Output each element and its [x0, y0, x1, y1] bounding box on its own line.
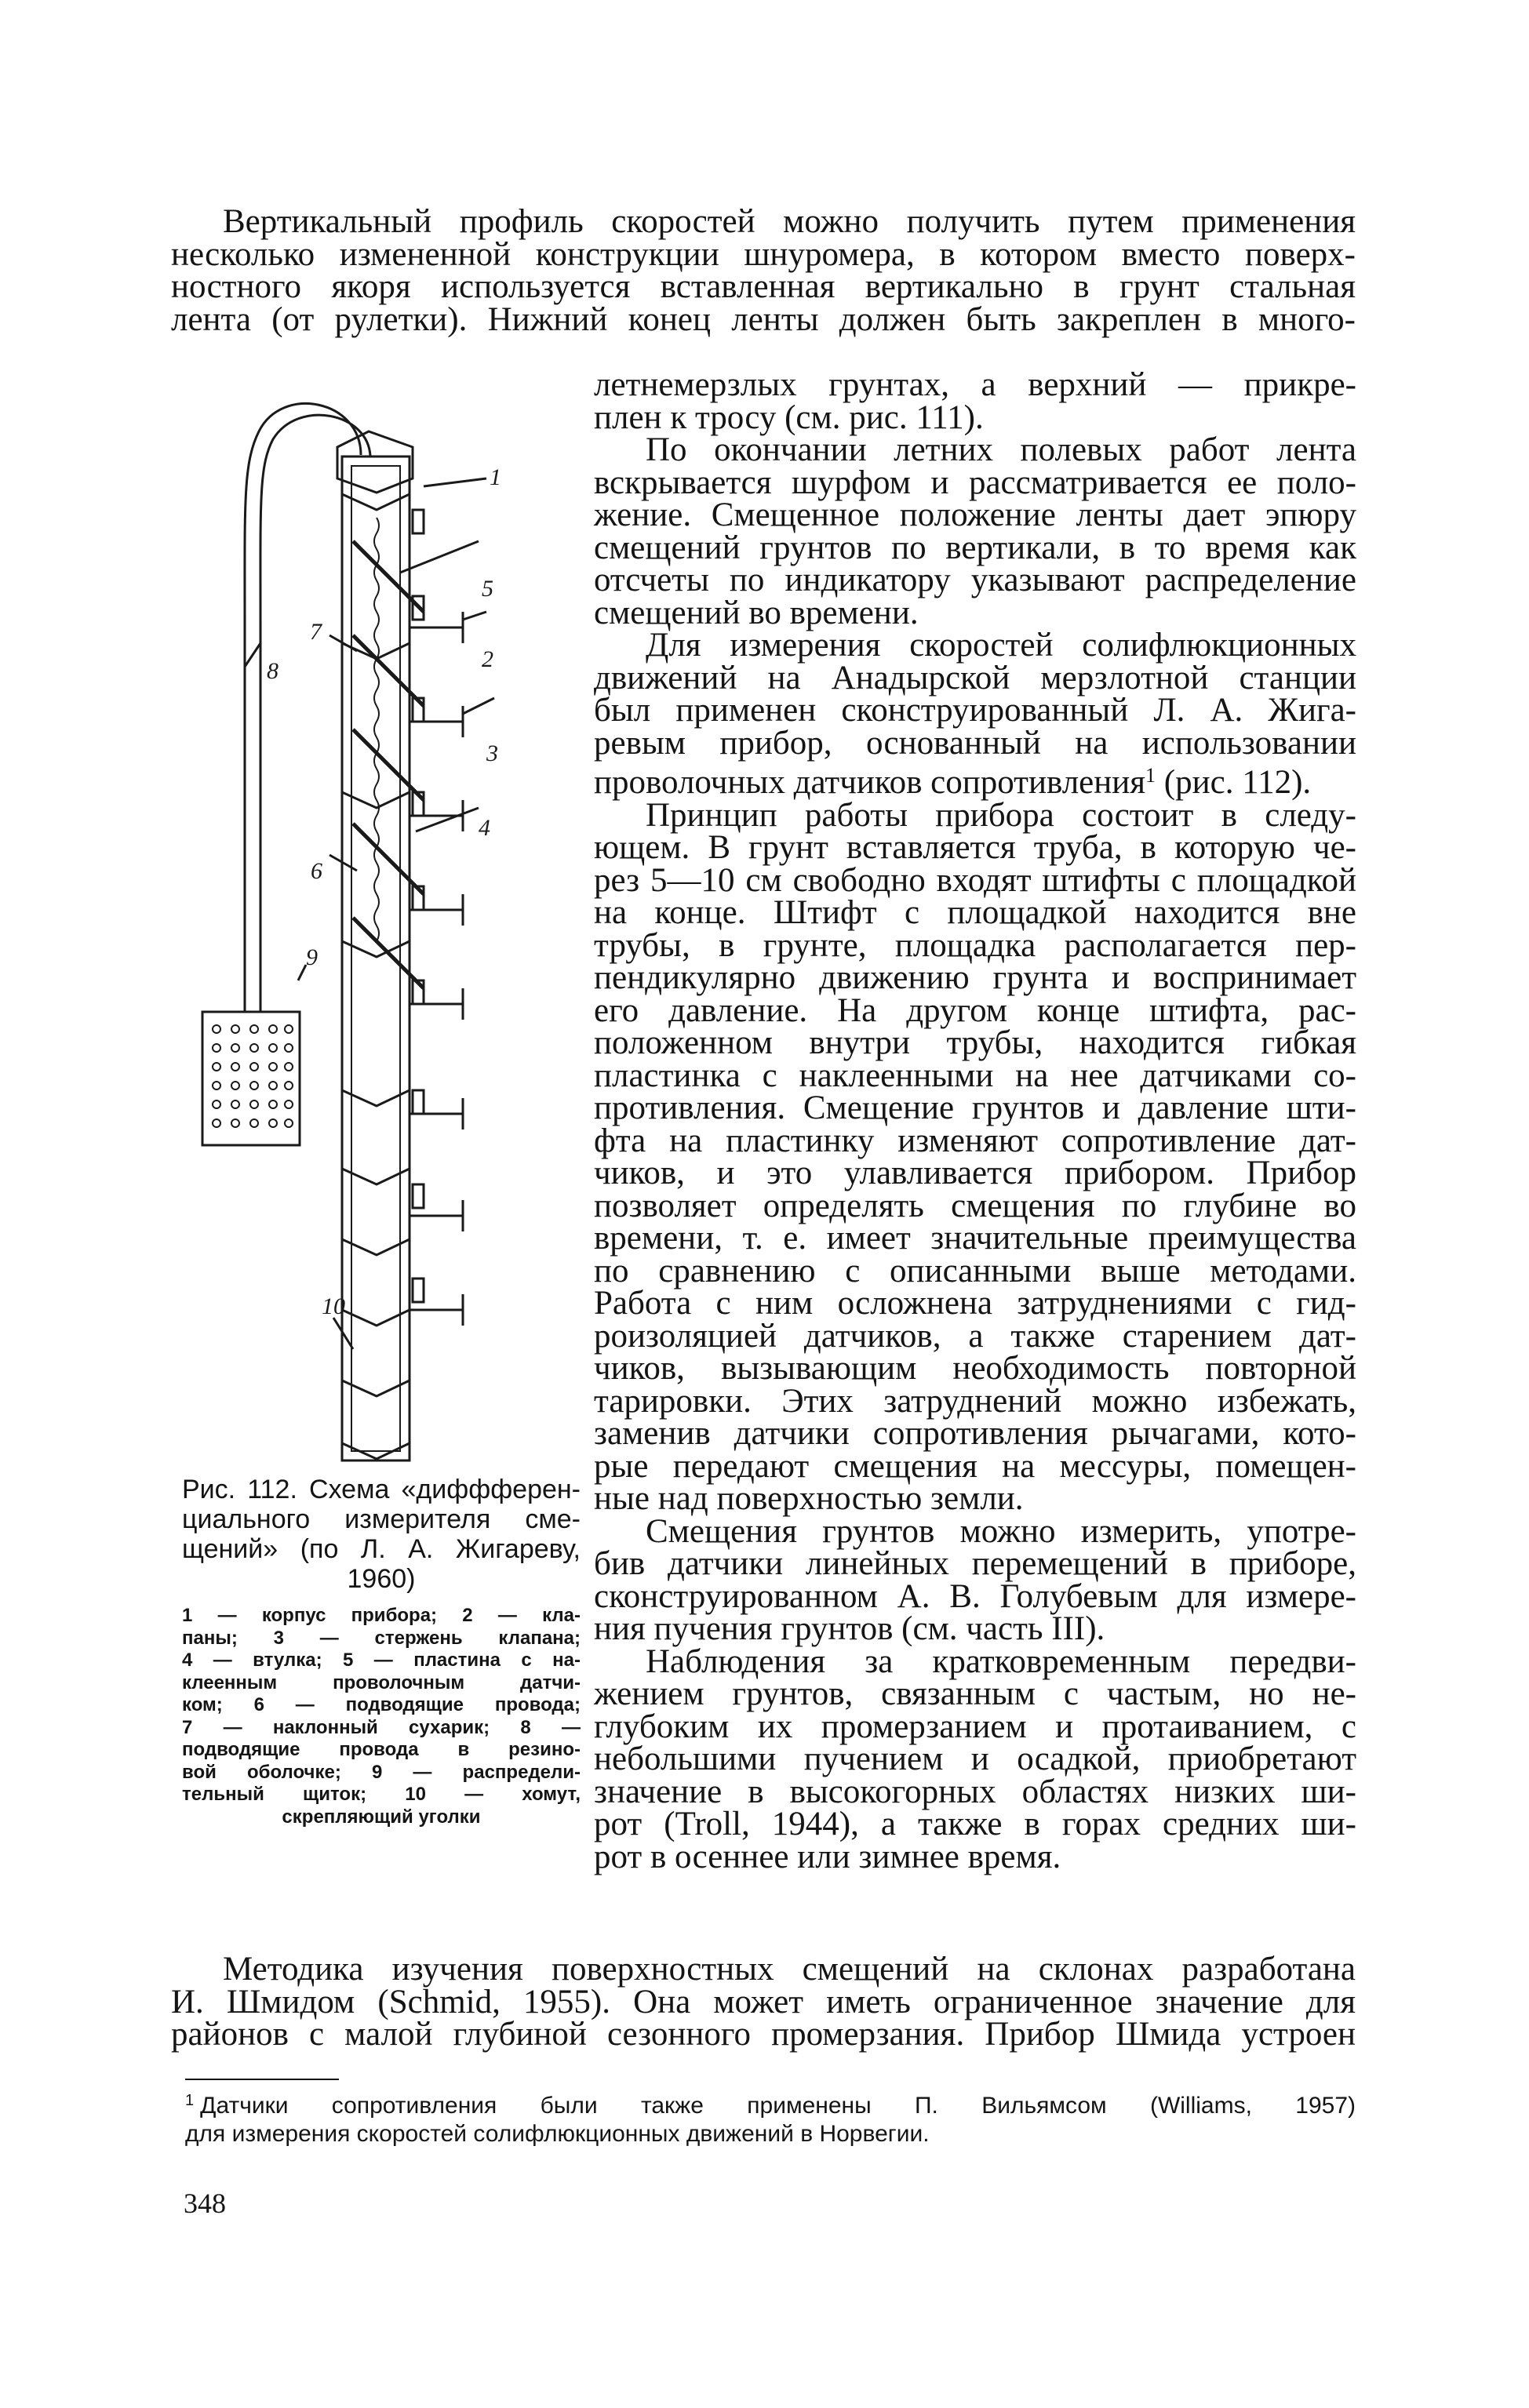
figure-reference: (рис. 112). — [1163, 764, 1312, 801]
caption-line: циального измерителя сме- — [182, 1504, 581, 1534]
footnote-line: для измерения скоростей солифлюкционных движений в Норвегии. — [185, 2121, 930, 2147]
body-line: тарировки. Этих затруднений можно избежать, — [594, 1382, 1356, 1420]
body-line: смещений грунтов по вертикали, в то время как — [594, 529, 1356, 566]
figure-112-diagram — [188, 384, 581, 1482]
gauge-plate — [353, 729, 424, 800]
body-line: смещений во времени. — [594, 594, 919, 631]
body-line: фта на пластинку изменяют сопротивление дат- — [594, 1122, 1356, 1159]
legend-line: скрепляющий уголки — [282, 1806, 481, 1828]
body-line: времени, т. е. имеет значительные преимущества — [594, 1220, 1356, 1257]
legend-line: тельный щиток; 10 — хомут, — [182, 1784, 581, 1805]
body-line: был применен сконструированный Л. А. Жига- — [594, 692, 1356, 729]
body-line: жение. Смещенное положение ленты дает эпюру — [594, 497, 1356, 533]
intro-line: лента (от рулетки). Нижний конец ленты должен быть закреплен в много- — [171, 300, 1356, 338]
footnote-line — [185, 2086, 1356, 2120]
pin — [410, 1200, 463, 1231]
body-line: Для измерения скоростей солифлюкционных — [646, 627, 1356, 664]
legend-line: вой оболочке; 9 — распредели- — [182, 1761, 581, 1783]
device-top-cap — [337, 431, 413, 493]
intro-line: несколько измененной конструкции шнуромера, в котором вместо поверх- — [171, 235, 1356, 273]
body-line: на конце. Штифт с площадкой находится вне — [594, 894, 1356, 931]
body-line: По окончании летних полевых работ лента — [646, 431, 1356, 468]
caption-line: 1960) — [347, 1564, 416, 1594]
footnote-divider — [185, 2079, 339, 2080]
label-1: 1 — [490, 464, 501, 490]
caption-legend — [182, 1605, 581, 1828]
body-line: И. Шмидом (Schmid, 1955). Она может иметь ограниченное значение для — [171, 1983, 1356, 2021]
legend-line: 7 — наклонный сухарик; 8 — — [182, 1716, 581, 1738]
pin — [410, 1294, 463, 1326]
body-line: пластинка с наклеенными на нее датчиками со- — [594, 1057, 1356, 1094]
body-line: ревым прибор, основанный на использовании — [594, 724, 1356, 762]
body-line: Методика изучения поверхностных смещений на склонах разработана — [223, 1951, 1356, 1988]
body-line: противления. Смещение грунтов и давление шти- — [594, 1089, 1356, 1126]
intro-paragraph — [171, 203, 1356, 338]
label-4: 4 — [479, 815, 490, 841]
body-line: трубы, в грунте, площадка располагается пер- — [594, 926, 1356, 964]
body-line: жением грунтов, связанным с частым, но не- — [594, 1675, 1356, 1712]
intro-line: ностного якоря используется вставленная вертикально в грунт стальная — [171, 268, 1356, 305]
legend-line: подводящие провода в резино- — [182, 1739, 581, 1760]
label-8: 8 — [267, 658, 278, 684]
body-line: ния пучения грунтов (см. часть III). — [594, 1610, 1105, 1647]
bottom-paragraph — [171, 1953, 1356, 2051]
body-line: ные над поверхностью земли. — [594, 1480, 1024, 1517]
body-line: районов с малой глубиной сезонного промерзания. Прибор Шмида устроен — [171, 2016, 1356, 2053]
body-line — [594, 759, 1356, 799]
body-line: чиков, и это улавливается прибором. Прибор — [594, 1155, 1356, 1191]
body-line: значение в высокогорных областях низких ши- — [594, 1773, 1356, 1810]
body-line: рот в осеннее или зимнее время. — [594, 1838, 1061, 1875]
body-line-text: проволочных датчиков сопротивления — [594, 764, 1146, 801]
body-line: рые передают смещения на мессуры, помещен- — [594, 1447, 1356, 1485]
right-column-text — [594, 366, 1356, 1875]
label-7: 7 — [310, 619, 322, 645]
label-6: 6 — [311, 858, 322, 884]
label-10: 10 — [322, 1293, 345, 1319]
gauge-plate — [353, 918, 424, 988]
figure-caption — [182, 1475, 581, 1828]
legend-line: 1 — корпус прибора; 2 — кла- — [182, 1605, 581, 1626]
body-line: чиков, вызывающим необходимость повторной — [594, 1350, 1356, 1387]
legend-line: клеенным проволочным датчи- — [182, 1671, 581, 1693]
body-line: Смещения грунтов можно измерить, употре- — [646, 1512, 1356, 1550]
footnote-marker: 1 — [185, 2092, 195, 2109]
body-line: небольшими пучением и осадкой, приобретают — [594, 1741, 1356, 1777]
caption-line: щений» (по Л. А. Жигареву, — [182, 1534, 581, 1564]
body-line: Принцип работы прибора состоит в следу- — [646, 796, 1356, 834]
gauge-plate — [353, 635, 424, 706]
label-3: 3 — [486, 740, 498, 766]
instrument-drawing — [188, 384, 581, 1482]
body-line: Наблюдения за кратковременным передви- — [646, 1642, 1356, 1680]
body-line: Работа с ним осложнена затруднениями с гид- — [594, 1285, 1356, 1322]
body-line: движений на Анадырской мерзлотной станции — [594, 659, 1356, 697]
body-line: сконструированном А. В. Голубевым для измере- — [594, 1577, 1356, 1615]
caption-line: Рис. 112. Схема «диффферен- — [182, 1475, 581, 1504]
label-9: 9 — [306, 944, 318, 970]
body-line: отсчеты по индикатору указывают распределение — [594, 562, 1356, 598]
gauge-plate — [353, 824, 424, 894]
body-line: бив датчики линейных перемещений в приборе, — [594, 1545, 1356, 1582]
body-line: по сравнению с описанными выше методами. — [594, 1252, 1356, 1289]
body-line: положенном внутри трубы, находится гибкая — [594, 1024, 1356, 1061]
body-line: вскрывается шурфом и рассматривается ее поло- — [594, 464, 1356, 501]
body-line: ющем. В грунт вставляется труба, в которую че- — [594, 829, 1356, 866]
legend-line: паны; 3 — стержень клапана; — [182, 1627, 581, 1649]
body-line: летнемерзлых грунтах, а верхний — прикре- — [594, 366, 1356, 403]
footnote — [185, 2086, 1356, 2148]
body-line: рот (Troll, 1944), а также в горах средних ши- — [594, 1806, 1356, 1842]
caption-title — [182, 1475, 581, 1594]
body-line: пендикулярно движению грунта и воспринимает — [594, 959, 1356, 996]
body-line: плен к тросу (см. рис. 111). — [594, 398, 984, 436]
body-line: роизоляцией датчиков, а также старением дат- — [594, 1317, 1356, 1355]
footnote-text: Датчики сопротивления были также применены П. Вильямсом (Williams, 1957) — [200, 2093, 1356, 2119]
body-line: заменив датчики сопротивления рычагами, кото- — [594, 1415, 1356, 1452]
page-number: 348 — [184, 2188, 226, 2219]
body-line: его давление. На другом конце штифта, рас- — [594, 991, 1356, 1029]
pin — [410, 612, 463, 643]
legend-line: 4 — втулка; 5 — пластина с на- — [182, 1650, 581, 1671]
cable-sheathed-wires-inner — [260, 415, 370, 996]
body-line: глубоким их промерзанием и протаиванием, с — [594, 1708, 1356, 1745]
body-line: рез 5—10 см свободно входят штифты с площадкой — [594, 861, 1356, 899]
label-5: 5 — [482, 576, 493, 602]
label-2: 2 — [482, 646, 493, 672]
footnote-ref-marker: 1 — [1145, 764, 1156, 787]
legend-line: ком; 6 — подводящие провода; — [182, 1694, 581, 1715]
intro-line: Вертикальный профиль скоростей можно получить путем применения — [223, 203, 1356, 240]
body-line: позволяет определять смещения по глубине во — [594, 1187, 1356, 1224]
